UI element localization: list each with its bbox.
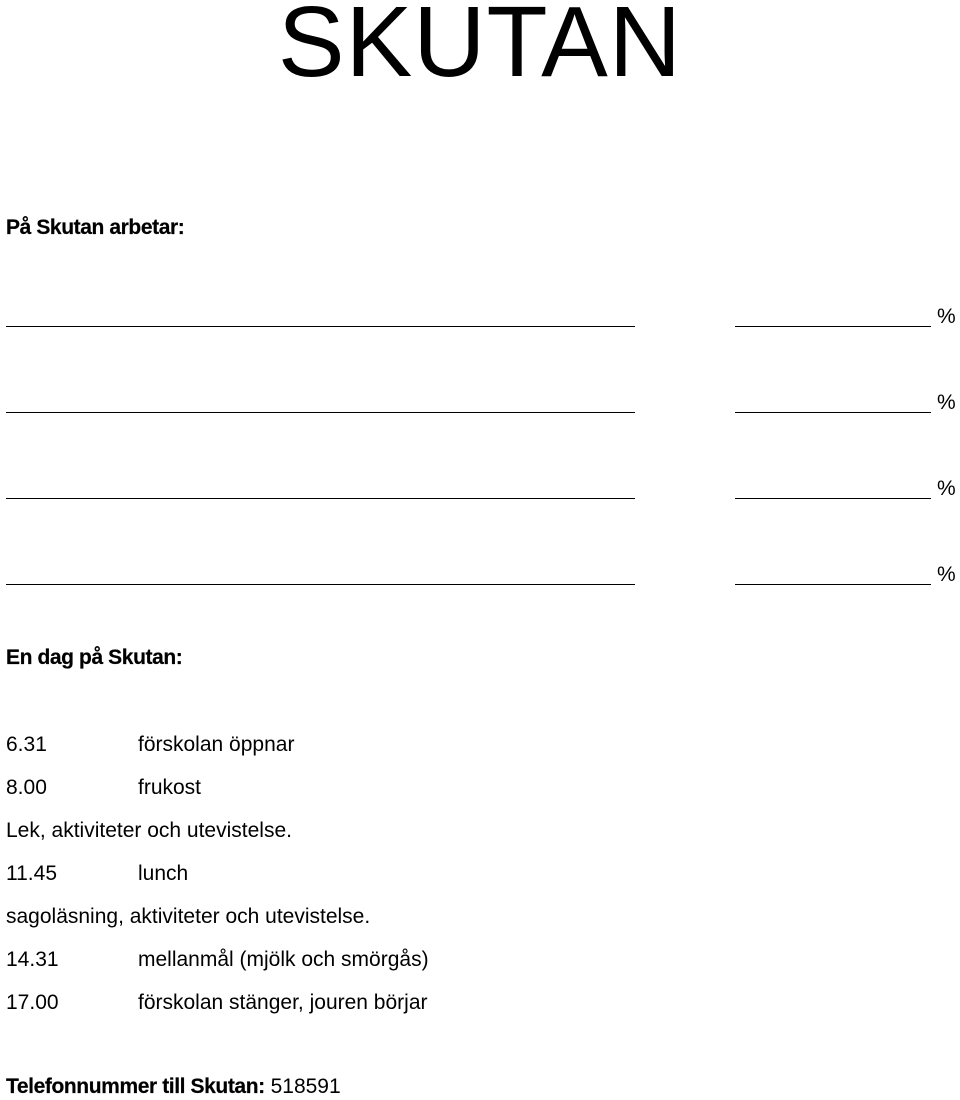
schedule-activity: mellanmål (mjölk och smörgås) (138, 948, 429, 971)
schedule-item (6, 947, 429, 973)
schedule-activity: frukost (138, 776, 202, 799)
name-blank-line (6, 412, 635, 413)
day-heading: En dag på Skutan: (6, 646, 183, 669)
schedule-time: 11.45 (6, 862, 57, 885)
schedule-activity: förskolan öppnar (138, 733, 295, 756)
schedule-time: 8.00 (6, 776, 47, 799)
schedule-item (6, 990, 428, 1016)
percent-sign: % (937, 391, 956, 414)
schedule-note: Lek, aktiviteter och utevistelse. (6, 819, 292, 842)
schedule-item (6, 775, 201, 801)
phone-number: 518591 (270, 1075, 341, 1098)
phone-label: Telefonnummer till Skutan: (6, 1075, 265, 1098)
percent-sign: % (937, 477, 956, 500)
schedule-time: 17.00 (6, 991, 59, 1014)
schedule-item (6, 861, 188, 887)
percent-blank-line (735, 326, 931, 327)
schedule-activity: förskolan stänger, jouren börjar (138, 991, 428, 1014)
name-blank-line (6, 326, 635, 327)
schedule-time: 14.31 (6, 948, 59, 971)
page-title: SKUTAN (277, 0, 683, 98)
schedule-note: sagoläsning, aktiviteter och utevistelse. (6, 905, 371, 928)
percent-blank-line (735, 584, 931, 585)
schedule-activity: lunch (138, 862, 189, 885)
staff-row (0, 560, 960, 590)
staff-row (0, 302, 960, 332)
schedule-time: 6.31 (6, 733, 47, 756)
percent-blank-line (735, 412, 931, 413)
staff-row (0, 388, 960, 418)
schedule-item (6, 904, 370, 930)
percent-sign: % (937, 305, 956, 328)
percent-blank-line (735, 498, 931, 499)
workers-heading: På Skutan arbetar: (6, 216, 185, 239)
schedule-item (6, 818, 292, 844)
name-blank-line (6, 584, 635, 585)
percent-sign: % (937, 563, 956, 586)
name-blank-line (6, 498, 635, 499)
staff-row (0, 474, 960, 504)
phone-line (6, 1074, 341, 1100)
schedule-item (6, 732, 294, 758)
